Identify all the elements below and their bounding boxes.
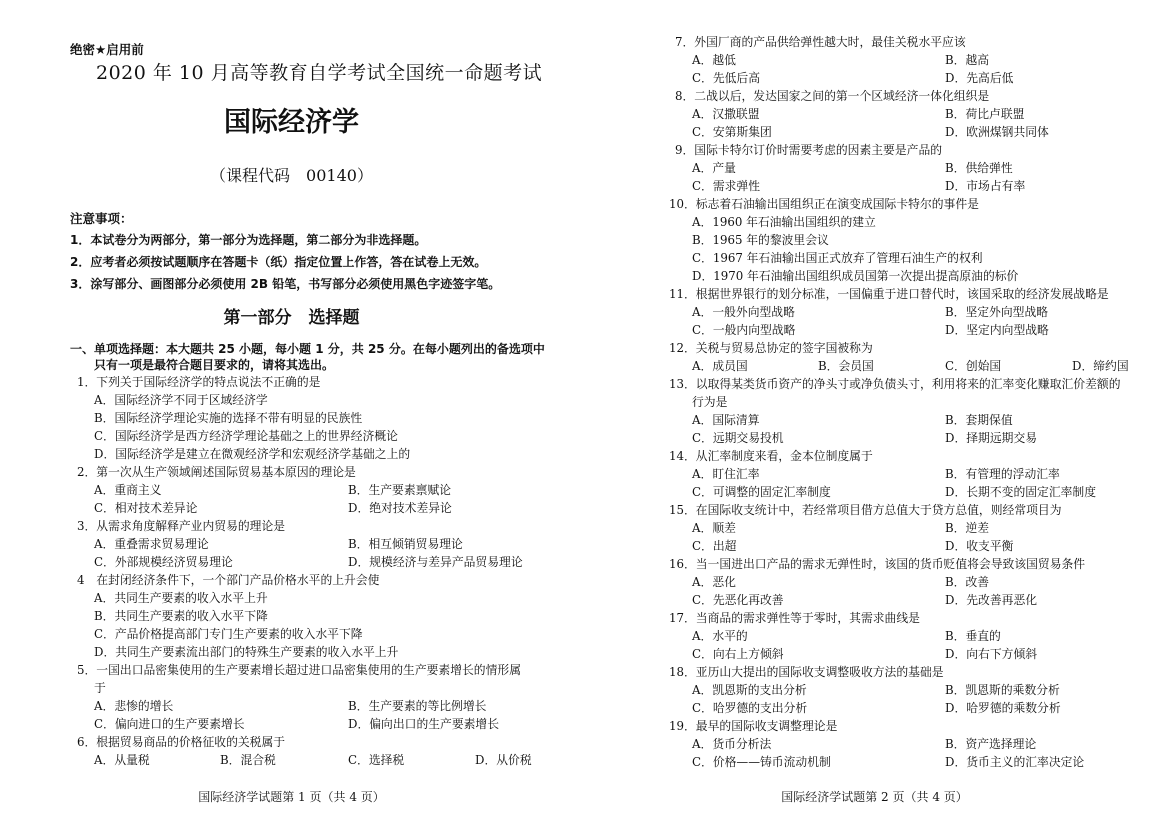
answer-option: D．从价税 [475, 753, 532, 767]
answer-option: B．国际经济学理论实施的选择不带有明显的民族性 [94, 411, 363, 425]
answer-option: B．混合税 [220, 753, 276, 767]
answer-option: A．一般外向型战略 [692, 305, 795, 319]
question-text: 11．根据世界银行的划分标准，一国偏重于进口替代时，该国采取的经济发展战略是 [669, 287, 1109, 301]
answer-option: A．重叠需求贸易理论 [94, 537, 209, 551]
answer-option: D．国际经济学是建立在微观经济学和宏观经济学基础之上的 [94, 447, 411, 461]
notice-heading: 注意事项： [70, 211, 133, 226]
answer-option: C．一般内向型战略 [692, 323, 796, 337]
answer-option: C．向右上方倾斜 [692, 647, 784, 661]
answer-option: A．水平的 [692, 629, 748, 643]
question-text: 18．亚历山大提出的国际收支调整吸收方法的基础是 [669, 665, 944, 679]
answer-option: C．出超 [692, 539, 737, 553]
subject-title: 国际经济学 [224, 107, 359, 138]
answer-option: D．坚定内向型战略 [945, 323, 1049, 337]
answer-option: C．偏向进口的生产要素增长 [94, 717, 245, 731]
exam-title: 2020 年 10 月高等教育自学考试全国统一命题考试 [96, 62, 543, 84]
answer-option: B．相互倾销贸易理论 [348, 537, 463, 551]
answer-option: A．共同生产要素的收入水平上升 [94, 591, 268, 605]
answer-option: A．产量 [692, 161, 736, 175]
question-text: 16．当一国进出口产品的需求无弹性时，该国的货币贬值将会导致该国贸易条件 [669, 557, 1086, 571]
page-footer: 国际经济学试题第 1 页（共 4 页） [198, 790, 385, 804]
answer-option: B．荷比卢联盟 [945, 107, 1025, 121]
question-text: 14．从汇率制度来看，金本位制度属于 [669, 449, 873, 463]
page-footer: 国际经济学试题第 2 页（共 4 页） [781, 790, 968, 804]
question-text: 行为是 [692, 395, 728, 409]
answer-option: C．选择税 [348, 753, 405, 767]
question-text: 5．一国出口品密集使用的生产要素增长超过进口品密集使用的生产要素增长的情形属 [77, 663, 521, 677]
exam-page-2 [583, 0, 1166, 833]
question-text: 8．二战以后，发达国家之间的第一个区域经济一体化组织是 [675, 89, 990, 103]
answer-option: D．1970 年石油输出国组织成员国第一次提出提高原油的标价 [692, 269, 1019, 283]
question-text: 6．根据贸易商品的价格征收的关税属于 [77, 735, 286, 749]
answer-option: C．国际经济学是西方经济学理论基础之上的世界经济概论 [94, 429, 398, 443]
answer-option: C．外部规模经济贸易理论 [94, 555, 233, 569]
answer-option: D．哈罗德的乘数分析 [945, 701, 1061, 715]
answer-option: C．价格——铸币流动机制 [692, 755, 831, 769]
answer-option: A．国际清算 [692, 413, 760, 427]
question-text: 17．当商品的需求弹性等于零时，其需求曲线是 [669, 611, 920, 625]
answer-option: D．择期远期交易 [945, 431, 1038, 445]
answer-option: D．偏向出口的生产要素增长 [348, 717, 500, 731]
answer-option: B．共同生产要素的收入水平下降 [94, 609, 268, 623]
answer-option: A．盯住汇率 [692, 467, 760, 481]
answer-option: A．国际经济学不同于区域经济学 [94, 393, 268, 407]
notice-item: 2．应考者必须按试题顺序在答题卡（纸）指定位置上作答，答在试卷上无效。 [70, 255, 487, 269]
answer-option: D．欧洲煤钢共同体 [945, 125, 1049, 139]
answer-option: C．需求弹性 [692, 179, 761, 193]
question-text: 于 [94, 681, 106, 695]
answer-option: B．套期保值 [945, 413, 1013, 427]
answer-option: A．越低 [692, 53, 736, 67]
answer-option: C．先低后高 [692, 71, 761, 85]
answer-option: B．1965 年的黎波里会议 [692, 233, 829, 247]
answer-option: D．向右下方倾斜 [945, 647, 1038, 661]
notice-item: 1．本试卷分为两部分，第一部分为选择题，第二部分为非选择题。 [70, 233, 427, 247]
question-text: 4 在封闭经济条件下，一个部门产品价格水平的上升会使 [77, 573, 380, 587]
answer-option: D．绝对技术差异论 [348, 501, 452, 515]
question-text: 1．下列关于国际经济学的特点说法不正确的是 [77, 375, 321, 389]
question-text: 9．国际卡特尔订价时需要考虑的因素主要是产品的 [675, 143, 943, 157]
answer-option: A．从量税 [94, 753, 150, 767]
answer-option: B．资产选择理论 [945, 737, 1037, 751]
answer-option: A．1960 年石油输出国组织的建立 [692, 215, 876, 229]
answer-option: A．悲惨的增长 [94, 699, 174, 713]
answer-option: D．先高后低 [945, 71, 1014, 85]
answer-option: D．先改善再恶化 [945, 593, 1038, 607]
answer-option: D．货币主义的汇率决定论 [945, 755, 1085, 769]
answer-option: D．市场占有率 [945, 179, 1026, 193]
secret-mark: 绝密★启用前 [70, 42, 144, 57]
answer-option: B．生产要素的等比例增长 [348, 699, 487, 713]
answer-option: A．凯恩斯的支出分析 [692, 683, 807, 697]
answer-option: D．缔约国 [1072, 359, 1129, 373]
notice-item: 3．涂写部分、画图部分必须使用 2B 铅笔，书写部分必须使用黑色字迹签字笔。 [70, 277, 501, 291]
answer-option: A．顺差 [692, 521, 736, 535]
answer-option: B．逆差 [945, 521, 990, 535]
answer-option: C．远期交易投机 [692, 431, 784, 445]
answer-option: A．重商主义 [94, 483, 162, 497]
question-text: 2．第一次从生产领域阐述国际贸易基本原因的理论是 [77, 465, 356, 479]
question-text: 19．最早的国际收支调整理论是 [669, 719, 838, 733]
answer-option: B．有管理的浮动汇率 [945, 467, 1060, 481]
part-title: 第一部分 选择题 [223, 308, 360, 328]
answer-option: D．长期不变的固定汇率制度 [945, 485, 1097, 499]
answer-option: B．会员国 [818, 359, 874, 373]
answer-option: B．凯恩斯的乘数分析 [945, 683, 1060, 697]
answer-option: C．哈罗德的支出分析 [692, 701, 808, 715]
answer-option: B．生产要素禀赋论 [348, 483, 452, 497]
answer-option: A．货币分析法 [692, 737, 772, 751]
question-text: 10．标志着石油输出国组织正在演变成国际卡特尔的事件是 [669, 197, 979, 211]
answer-option: C．先恶化再改善 [692, 593, 784, 607]
answer-option: D．收支平衡 [945, 539, 1014, 553]
answer-option: A．恶化 [692, 575, 736, 589]
section-intro: 一、单项选择题：本大题共 25 小题，每小题 1 分，共 25 分。在每小题列出的备选项中 [70, 342, 545, 356]
answer-option: C．可调整的固定汇率制度 [692, 485, 831, 499]
answer-option: D．共同生产要素流出部门的特殊生产要素的收入水平上升 [94, 645, 399, 659]
answer-option: B．越高 [945, 53, 990, 67]
answer-option: C．相对技术差异论 [94, 501, 198, 515]
question-text: 15．在国际收支统计中，若经常项目借方总值大于贷方总值，则经常项目为 [669, 503, 1062, 517]
course-code: （课程代码 00140） [210, 166, 373, 185]
section-intro-cont: 只有一项是最符合题目要求的，请将其选出。 [94, 358, 335, 372]
answer-option: B．坚定外向型战略 [945, 305, 1049, 319]
answer-option: B．供给弹性 [945, 161, 1013, 175]
question-text: 12．关税与贸易总协定的签字国被称为 [669, 341, 873, 355]
answer-option: B．垂直的 [945, 629, 1001, 643]
answer-option: A．汉撒联盟 [692, 107, 760, 121]
answer-option: D．规模经济与差异产品贸易理论 [348, 555, 523, 569]
answer-option: C．1967 年石油输出国正式放弃了管理石油生产的权利 [692, 251, 983, 265]
answer-option: B．改善 [945, 575, 990, 589]
question-text: 13．以取得某类货币资产的净头寸或净负债头寸，利用将来的汇率变化赚取汇价差额的 [669, 377, 1121, 391]
answer-option: A．成员国 [692, 359, 748, 373]
question-text: 3．从需求角度解释产业内贸易的理论是 [77, 519, 286, 533]
answer-option: C．产品价格提高部门专门生产要素的收入水平下降 [94, 627, 363, 641]
question-text: 7．外国厂商的产品供给弹性越大时，最佳关税水平应该 [675, 35, 966, 49]
answer-option: C．创始国 [945, 359, 1002, 373]
answer-option: C．安第斯集团 [692, 125, 772, 139]
